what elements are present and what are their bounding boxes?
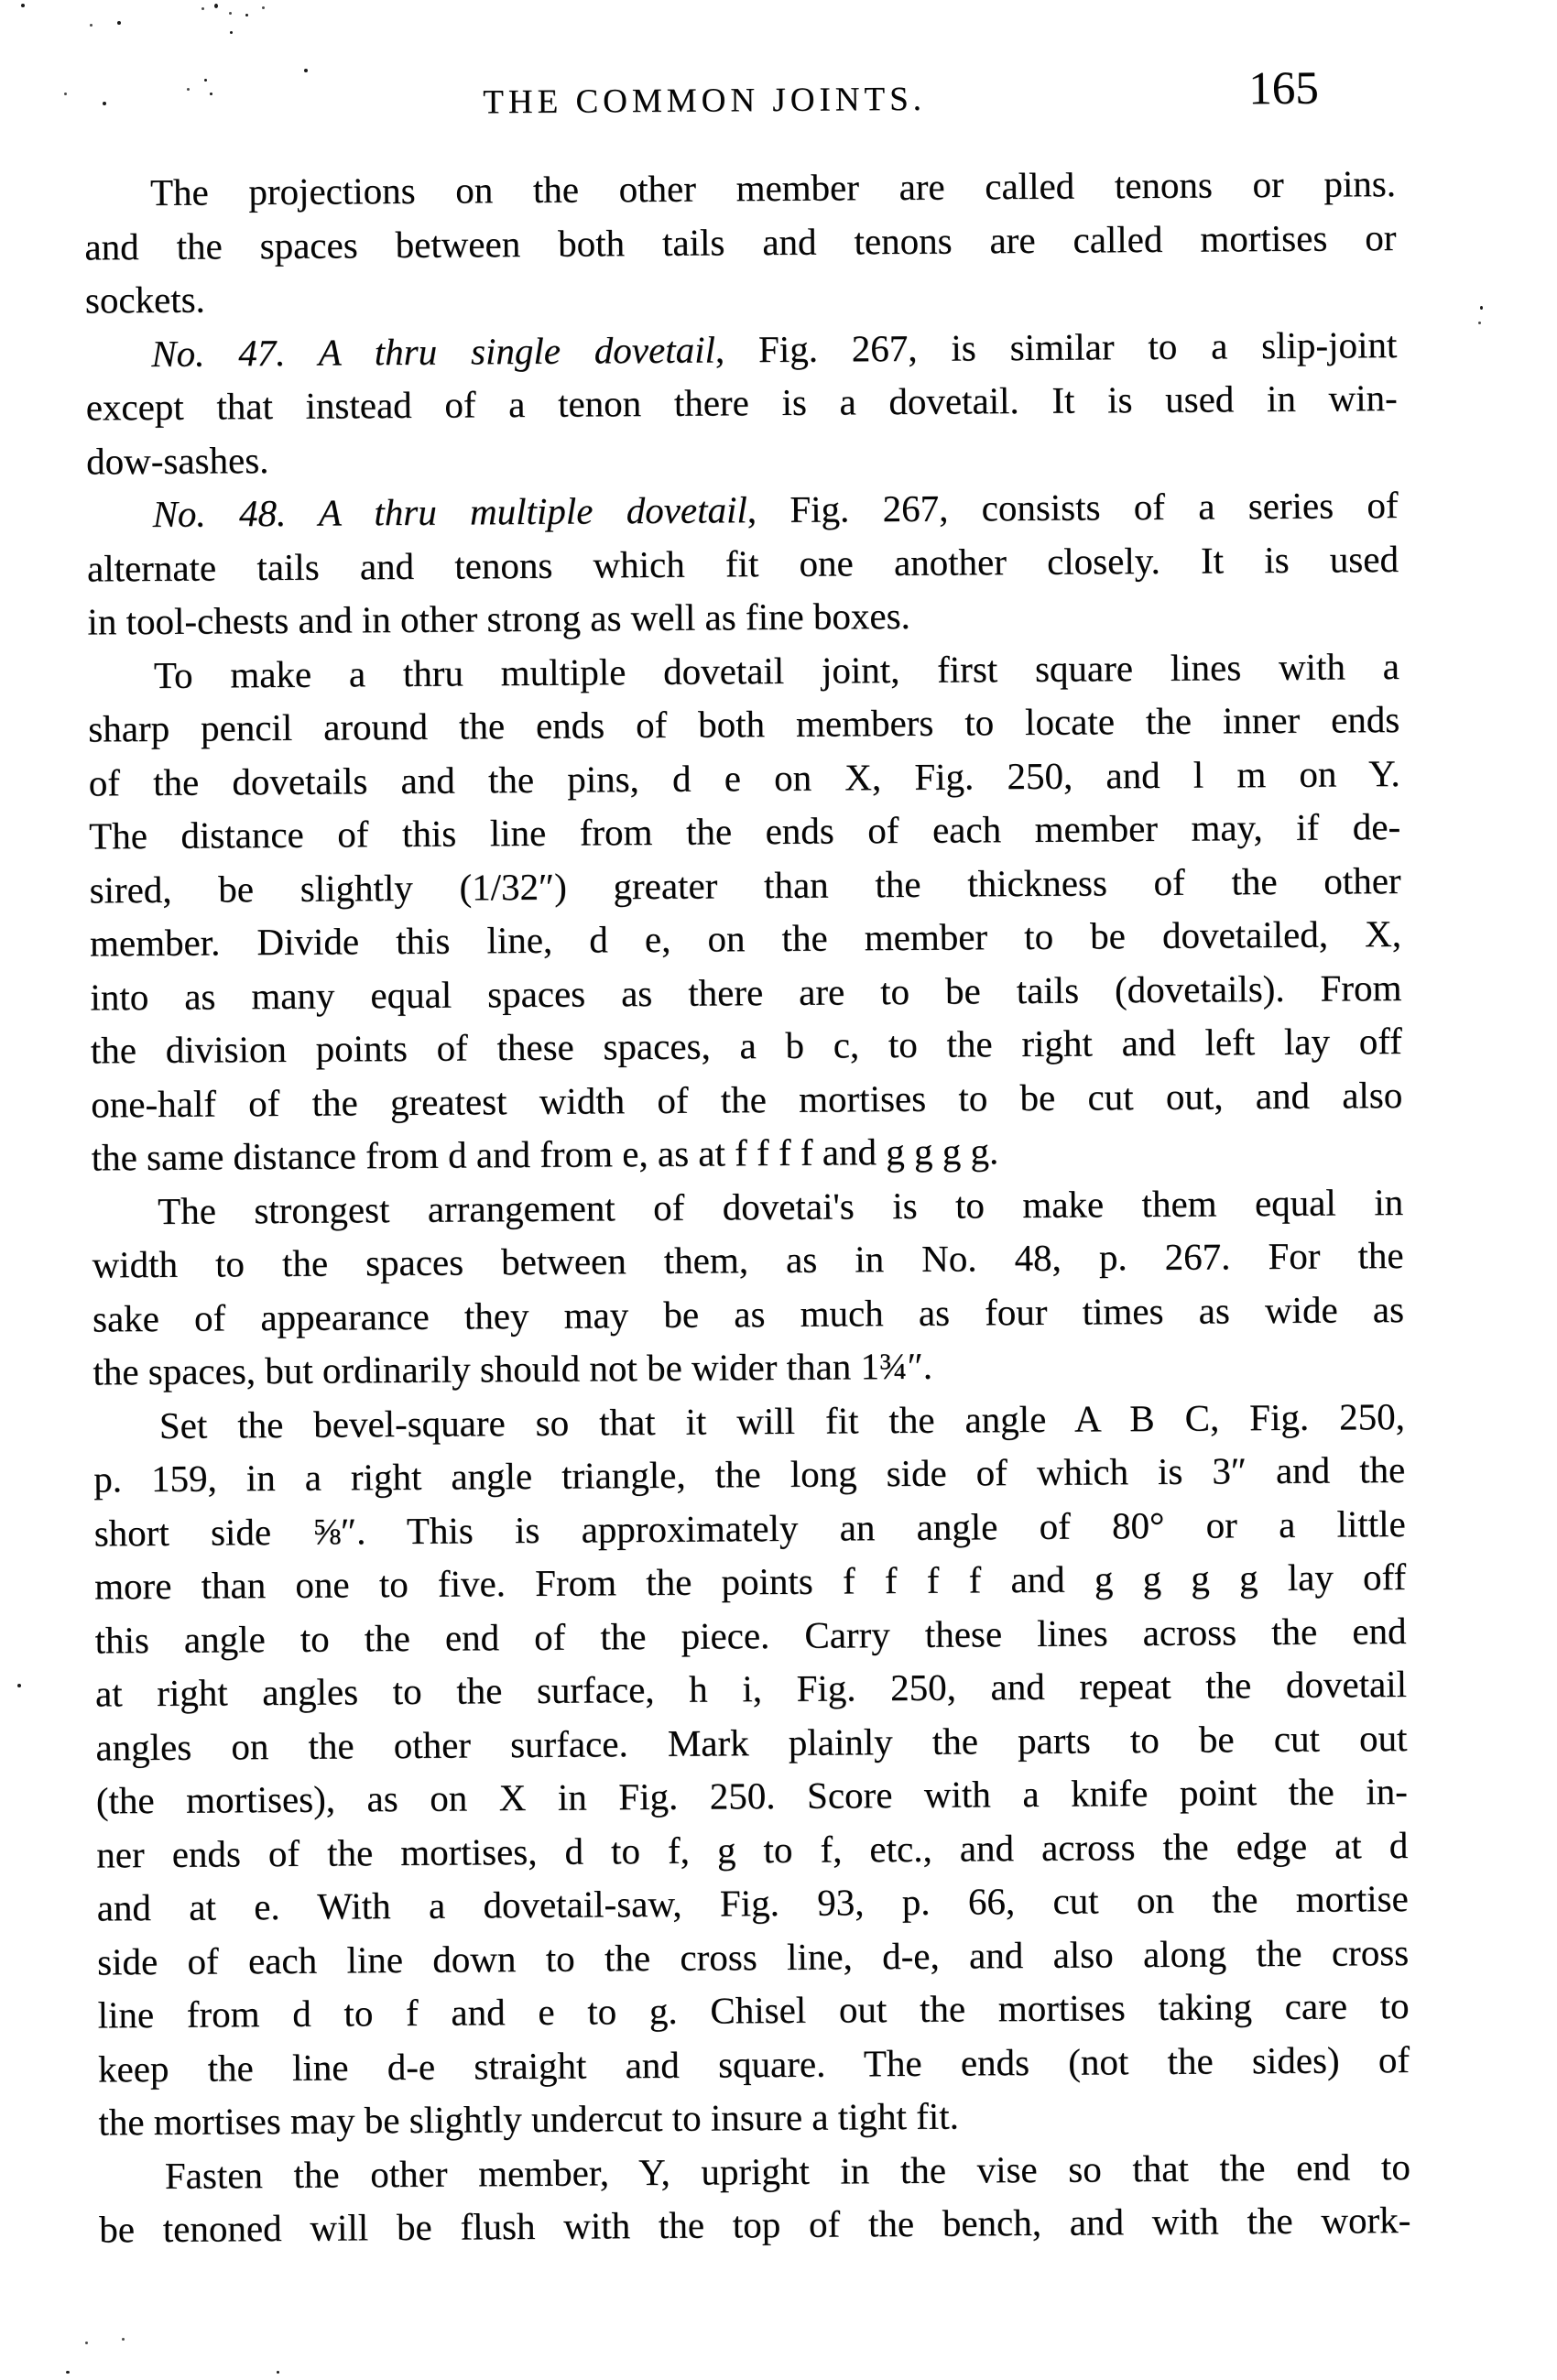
text-line-8	[87, 532, 1399, 595]
text-run: dow-sashes.	[85, 438, 269, 483]
text-line-18	[91, 1068, 1402, 1131]
text-run: into as many equal spaces as there are to be tails (dovetails). From	[90, 966, 1402, 1019]
text-run: The distance of this line from the ends of each member may, if de-	[89, 805, 1401, 857]
text-line-34	[97, 1925, 1409, 1988]
text-line-2	[84, 211, 1396, 274]
text-run: the division points of these spaces, a b c, to the right and left lay off	[90, 1020, 1403, 1072]
text-run: and the spaces between both tails and tenons are called mortises or	[84, 215, 1397, 268]
text-line-15	[90, 907, 1401, 970]
italic-run: No. 47. A thru single dovetail	[151, 327, 716, 375]
text-run: except that instead of a tenon there is a dovetail. It is used in win-	[85, 377, 1398, 429]
text-line-33	[97, 1872, 1409, 1935]
text-line-25	[93, 1443, 1405, 1506]
text-line-28	[94, 1603, 1406, 1666]
text-line-16	[90, 961, 1401, 1024]
text-run: sired, be slightly (1/32″) greater than the thickness of the other	[89, 858, 1401, 912]
scan-speck	[90, 24, 93, 27]
scan-speck	[245, 14, 248, 16]
text-line-3	[85, 264, 1397, 327]
text-line-12	[89, 747, 1400, 810]
text-line-20	[92, 1175, 1403, 1239]
text-run: line from d to f and e to g. Chisel out the mortises taking care to	[97, 1983, 1410, 2036]
text-line-32	[96, 1818, 1408, 1881]
text-line-9	[87, 585, 1399, 649]
text-line-26	[94, 1496, 1406, 1559]
text-run: be tenoned will be flush with the top of the bench, and with the work-	[99, 2198, 1411, 2251]
text-line-38	[99, 2139, 1410, 2202]
text-line-10	[88, 639, 1399, 703]
text-run: the same distance from d and from e, as at f f f f and g g g g.	[91, 1130, 999, 1179]
text-run: and at e. With a dovetail-saw, Fig. 93, p. 66, cut on the mortise	[96, 1876, 1409, 1929]
scan-speck	[277, 2371, 279, 2374]
text-run: sharp pencil around the ends of both members to locate the inner ends	[88, 698, 1400, 750]
text-run: The strongest arrangement of dovetai's is to make them equal in	[157, 1180, 1404, 1232]
text-run: ner ends of the mortises, d to f, g to f, etc., and across the edge at d	[96, 1823, 1409, 1875]
text-line-11	[88, 693, 1399, 756]
text-run: more than one to five. From the points f f f f and g g g g lay off	[94, 1555, 1407, 1608]
text-run: the spaces, but ordinarily should not be wider than 1¾″.	[93, 1344, 933, 1393]
scan-speck	[214, 4, 218, 8]
text-line-29	[95, 1657, 1407, 1720]
text-line-35	[97, 1979, 1409, 2042]
text-run: Set the bevel-square so that it will fit the angle A B C, Fig. 250,	[158, 1394, 1406, 1447]
text-run: at right angles to the surface, h i, Fig. 250, and repeat the dovetail	[94, 1662, 1408, 1715]
scan-speck	[85, 2342, 88, 2344]
text-line-13	[89, 800, 1400, 863]
page-number: 165	[1248, 62, 1319, 115]
scan-speck	[122, 2338, 125, 2341]
body-text	[84, 157, 1411, 2256]
scan-speck	[204, 79, 207, 82]
text-line-37	[98, 2086, 1410, 2149]
text-run: member. Divide this line, d e, on the member to be dovetailed, X,	[89, 912, 1402, 965]
scan-speck	[21, 4, 25, 7]
text-line-6	[86, 425, 1398, 488]
italic-run: No. 48. A thru multiple dovetail	[152, 488, 747, 535]
scan-speck	[103, 102, 106, 105]
text-run: the mortises may be slightly undercut to insure a tight fit.	[98, 2094, 960, 2144]
text-run: sake of appearance they may be as much as four times as wide as	[92, 1287, 1405, 1339]
text-run: of the dovetails and the pins, d e on X, Fig. 250, and l m on Y.	[88, 751, 1400, 804]
scan-speck	[117, 21, 121, 25]
text-line-21	[92, 1228, 1403, 1292]
text-run: The projections on the other member are called tenons or pins.	[149, 162, 1397, 213]
text-run: this angle to the end of the piece. Carry these lines across the end	[94, 1609, 1407, 1661]
text-line-5	[86, 371, 1398, 434]
text-line-19	[92, 1121, 1403, 1185]
text-line-36	[98, 2032, 1410, 2095]
text-run: one-half of the greatest width of the mortises to be cut out, and also	[91, 1073, 1403, 1125]
scan-speck	[262, 6, 265, 9]
scan-speck	[187, 88, 190, 91]
text-run: (the mortises), as on X in Fig. 250. Score with a knife point the in-	[95, 1769, 1409, 1822]
scan-speck	[304, 69, 308, 72]
text-run: sockets.	[84, 278, 205, 322]
text-run: , Fig. 267, consists of a series of	[746, 484, 1399, 531]
text-line-22	[93, 1282, 1404, 1345]
text-line-23	[93, 1336, 1404, 1399]
scan-speck	[201, 7, 204, 10]
scan-speck	[17, 1684, 21, 1687]
text-run: keep the line d-e straight and square. The ends (not the sides) of	[97, 2037, 1410, 2090]
text-run: p. 159, in a right angle triangle, the long side of which is 3″ and the	[93, 1447, 1406, 1501]
text-run: side of each line down to the cross line, d-e, and also along the cross	[97, 1930, 1410, 1982]
text-run: width to the spaces between them, as in No. 48, p. 267. For the	[92, 1233, 1404, 1286]
text-line-30	[95, 1710, 1407, 1774]
text-run: alternate tails and tenons which fit one another closely. It is used	[86, 537, 1399, 590]
text-run: in tool-chests and in other strong as well as fine boxes.	[87, 594, 911, 643]
text-run: To make a thru multiple dovetail joint, first square lines with a	[153, 644, 1400, 696]
text-line-31	[96, 1764, 1408, 1828]
scan-speck	[64, 93, 67, 95]
text-line-14	[89, 854, 1400, 917]
text-line-17	[91, 1014, 1402, 1077]
scan-speck	[230, 31, 233, 34]
text-line-27	[94, 1550, 1406, 1613]
text-run: short side ⅝″. This is approximately an angle of 80° or a little	[93, 1501, 1406, 1554]
text-line-39	[99, 2193, 1410, 2256]
scan-speck	[210, 93, 212, 95]
text-line-4	[85, 318, 1397, 381]
scan-speck	[66, 2371, 70, 2374]
text-run: , Fig. 267, is similar to a slip-joint	[714, 322, 1398, 370]
text-line-24	[93, 1389, 1405, 1452]
scan-speck	[1478, 322, 1481, 324]
text-line-7	[86, 478, 1398, 541]
text-run: Fasten the other member, Y, upright in the vise so that the end to	[164, 2145, 1411, 2197]
text-line-1	[84, 157, 1396, 220]
running-head-title: THE COMMON JOINTS.	[483, 80, 927, 122]
scan-speck	[1480, 306, 1483, 310]
text-run: angles on the other surface. Mark plainly the parts to be cut out	[95, 1716, 1408, 1768]
scan-speck	[229, 12, 232, 15]
